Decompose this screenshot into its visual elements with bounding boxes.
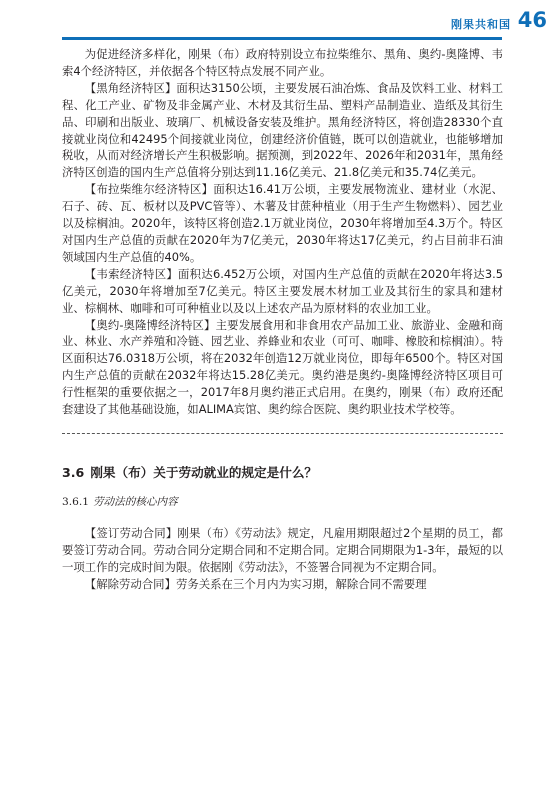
intro-paragraph <box>62 46 503 80</box>
intro-text: 为促进经济多样化，刚果（布）政府特别设立布拉柴维尔、黑角、奥约-奥隆博、韦索4个经济特区，并依据各个特区特点发展不同产业。 <box>62 47 503 78</box>
zone-label: 【 奥约-奥隆博经济特区 】 <box>85 318 216 332</box>
labor-text: 刚果（布）《劳动法》规定，凡雇用期限超过2个星期的员工，都要签订劳动合同。劳动合同分定期合同和不定期合同。定期合同期限为1-3年，最短的以一项工作的完成时间为限。依据刚《劳动法》，不签署合同视为不定期合同。 <box>62 525 503 574</box>
subsection-heading <box>62 494 503 511</box>
labor-text: 劳务关系在三个月内为实习期，解除合同不需要理 <box>175 576 427 591</box>
subsection-number: 3.6.1 <box>62 495 89 508</box>
running-header-title: 刚果共和国 <box>451 18 511 31</box>
subsection-title: 劳动法的核心内容 <box>92 495 178 508</box>
zone-paragraph-oyo-ollombo <box>62 317 503 418</box>
zone-text: 面积达3150公顷，主要发展石油冶炼、食品及饮料工业、材料工程、化工产业、矿物及非金属产业、木材及其衍生品、塑料产品制造业、造纸及其衍生品、印刷和出版业、玻璃厂、机械设备安装及维护。黑角经济特区，将创造28330个直接就业岗位和42495个间接就业岗位，创建经济价值链，既可以创造就业，也能够增加税收，从而对经济增长产生积极影响。据预测，到2022年、2026年和2031年，黑角经济特区创造的国内生产总值将分别达到11.16亿美元、21.8亿美元和35.74亿美元。 <box>62 80 503 180</box>
zone-text: 面积达16.41万公顷，主要发展物流业、建材业（水泥、石子、砖、瓦、板材以及PVC管等）、木薯及甘蔗种植业（用于生产生物燃料）、园艺业以及棕榈油。2020年，该特区将创造2.1万就业岗位，2030年将增加至4.3万个。特区对国内生产总值的贡献在2020年为7亿美元，2030年将达17亿美元，约占目前非石油领域国内生产总值的40%。 <box>62 182 503 264</box>
zone-label: 【 韦索经济特区 】 <box>85 267 178 281</box>
zone-label: 【 黑角经济特区 】 <box>85 81 177 95</box>
section-heading <box>62 464 503 482</box>
labor-label: 【 解除劳动合同 】 <box>85 577 176 591</box>
section-divider <box>62 433 503 434</box>
page-number: 46 <box>517 8 547 32</box>
zone-text: 面积达6.452万公顷，对国内生产总值的贡献在2020年将达3.5亿美元，2030年将增加至7亿美元。特区主要发展木材加工业及其衍生的家具和建材业、棕榈林、咖啡和可可种植业以及以上述农产品为原材料的农业加工业。 <box>62 266 503 315</box>
labor-label: 【 签订劳动合同 】 <box>85 526 178 540</box>
page-body <box>62 46 503 592</box>
section-number: 3.6 <box>62 464 85 480</box>
zone-label: 【 布拉柴维尔经济特区 】 <box>85 182 214 196</box>
section-title: 刚果（布）关于劳动就业的规定是什么？ <box>90 464 317 480</box>
zone-paragraph-pointe-noire <box>62 80 503 181</box>
labor-paragraph-contract <box>62 525 503 576</box>
labor-paragraph-termination <box>62 576 503 593</box>
header-rule <box>62 37 502 40</box>
zone-paragraph-brazzaville <box>62 181 503 266</box>
zone-text: 主要发展食用和非食用农产品加工业、旅游业、金融和商业、林业、水产养殖和冷链、园艺业、养蜂业和农业（可可、咖啡、橡胶和棕榈油）。特区面积达76.0318万公顷，将在2032年创造12万就业岗位，即每年6500个。特区对国内生产总值的贡献在2032年将达15.28亿美元。奥约港是奥约-奥隆博经济特区项目可行性框架的重要依据之一，2017年8月奥约港正式启用。在奥约，刚果（布）政府还配套建设了其他基础设施，如ALIMA宾馆、奥约综合医院、奥约职业技术学校等。 <box>62 317 503 417</box>
zone-paragraph-ouesso <box>62 266 503 317</box>
